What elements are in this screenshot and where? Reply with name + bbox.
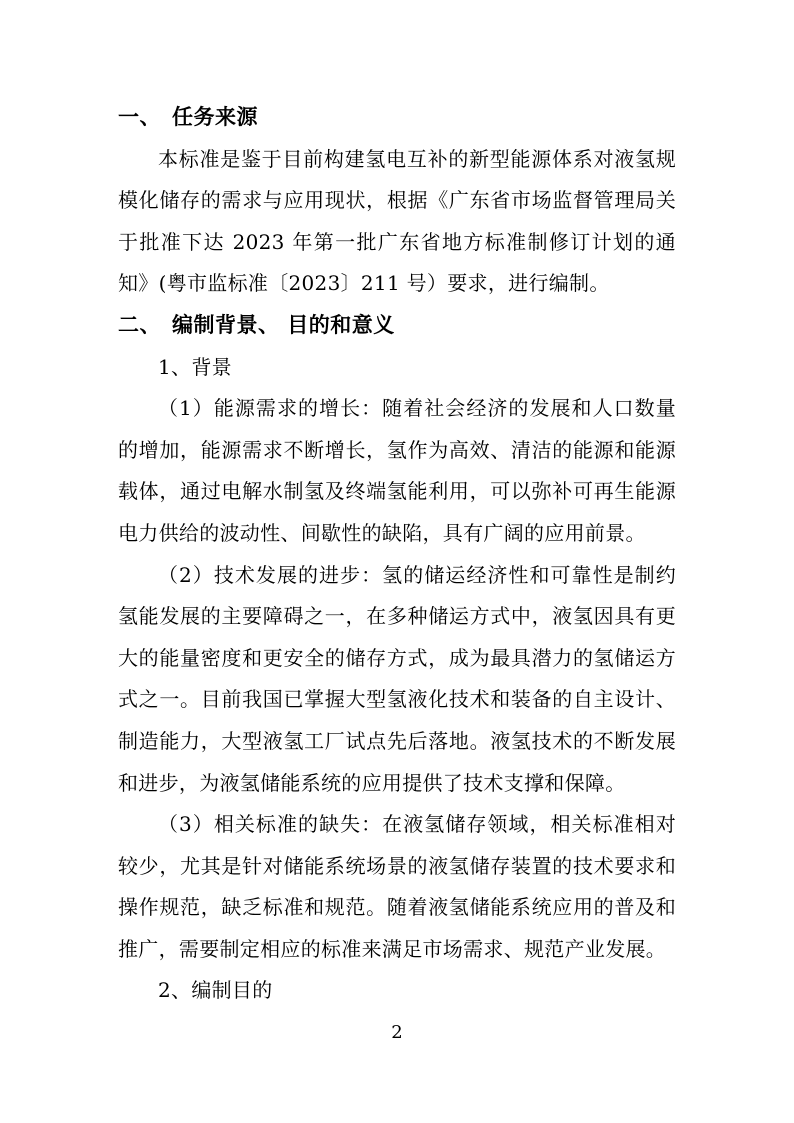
- page-number: 2: [391, 1022, 403, 1043]
- section-heading-background-purpose: 二、 编制背景、 目的和意义: [118, 312, 395, 337]
- paragraph-task-source: 本标准是鉴于目前构建氢电互补的新型能源体系对液氢规模化储存的需求与应用现状，根据《广东省市场监督管理局关于批准下达 2023 年第一批广东省地方标准制修订计划的通知》(粤市监标准〔2023〕211 号）要求，进行编制。: [118, 146, 676, 296]
- section-heading-task-source: 一、 任务来源: [118, 105, 258, 129]
- subheading-compilation-purpose: 2、编制目的: [158, 978, 273, 1003]
- subheading-background: 1、背景: [158, 354, 232, 379]
- paragraph-energy-demand-growth: （1）能源需求的增长：随着社会经济的发展和人口数量的增加，能源需求不断增长，氢作为高效、清洁的能源和能源载体，通过电解水制氢及终端氢能利用，可以弥补可再生能源电力供给的波动性、间歇性的缺陷，具有广阔的应用前景。: [118, 396, 676, 545]
- paragraph-technology-progress: （2）技术发展的进步：氢的储运经济性和可靠性是制约氢能发展的主要障碍之一，在多种储运方式中，液氢因具有更大的能量密度和更安全的储存方式，成为最具潜力的氢储运方式之一。目前我国已掌握大型氢液化技术和装备的自主设计、制造能力，大型液氢工厂试点先后落地。液氢技术的不断发展和进步，为液氢储能系统的应用提供了技术支撑和保障。: [118, 562, 676, 795]
- document-body: [118, 97, 676, 1012]
- paragraph-missing-standards: （3）相关标准的缺失：在液氢储存领域，相关标准相对较少，尤其是针对储能系统场景的液氢储存装置的技术要求和操作规范，缺乏标准和规范。随着液氢储能系统应用的普及和推广，需要制定相应的标准来满足市场需求、规范产业发展。: [118, 812, 676, 961]
